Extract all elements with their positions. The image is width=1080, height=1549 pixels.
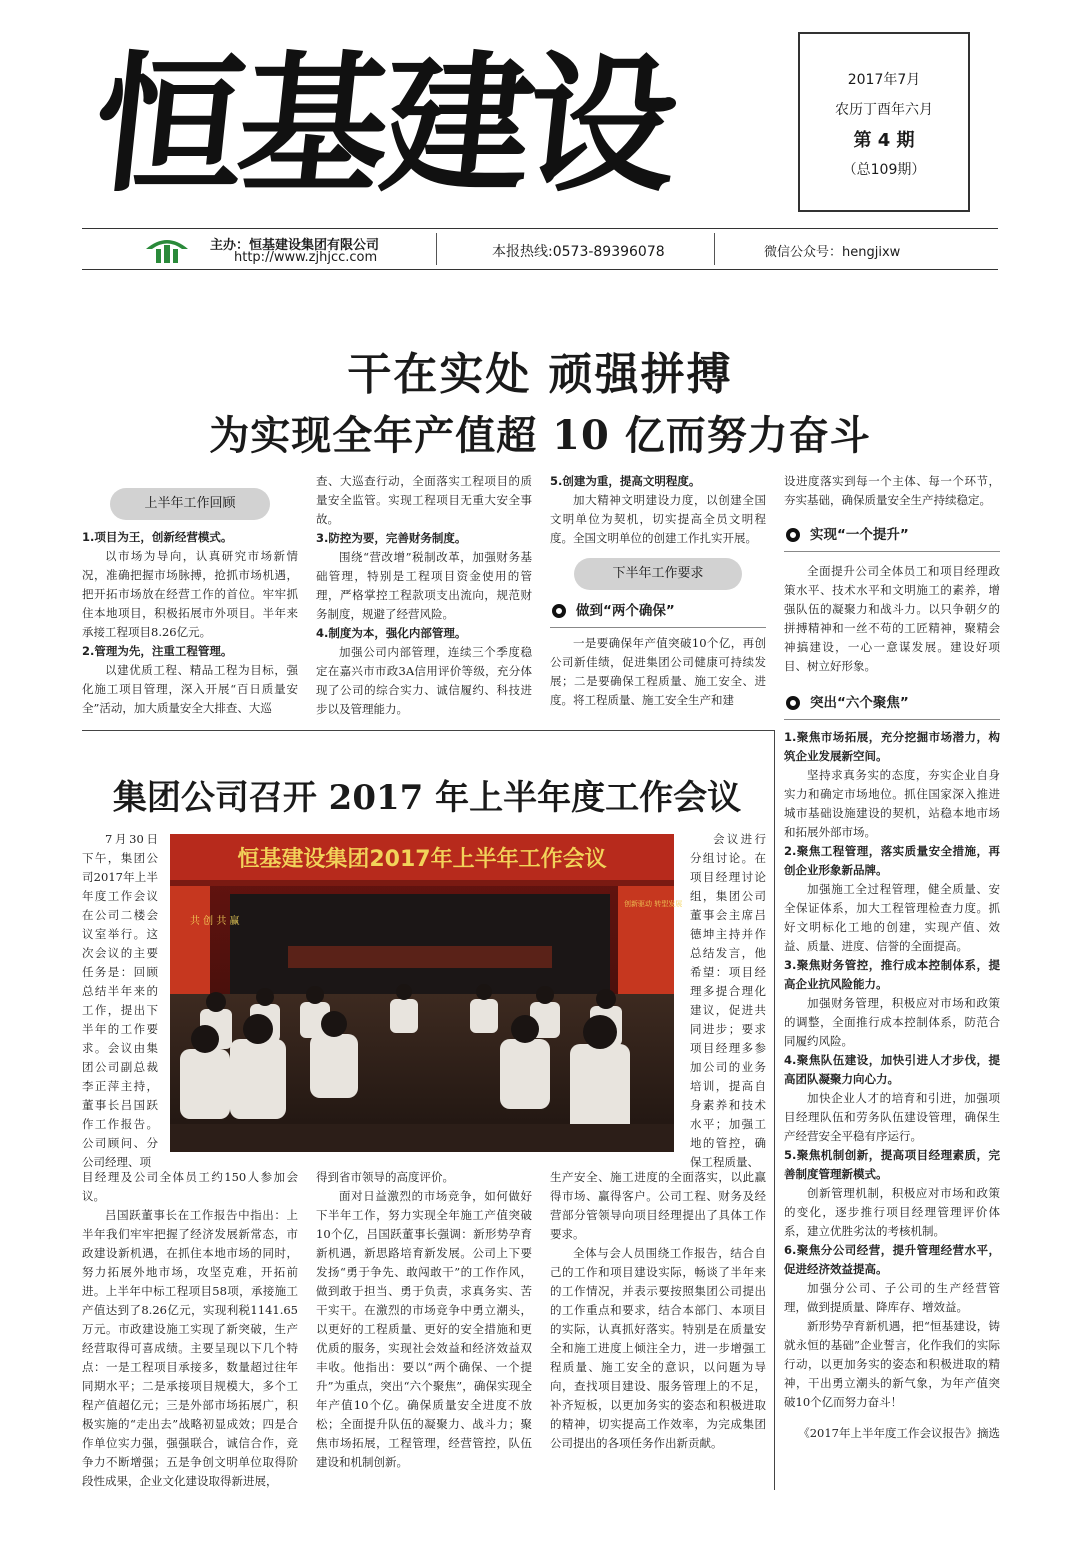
- subheading: 5.创建为重，提高文明程度。: [550, 474, 701, 488]
- masthead-text: 恒基建设: [85, 37, 681, 213]
- section-pill-review: 上半年工作回顾: [110, 488, 270, 520]
- issue-lunar: 农历丁酉年六月: [835, 102, 933, 118]
- wechat-account: 微信公众号：hengjixw: [764, 245, 901, 260]
- photo-left-slogan: 共 创 共 赢: [190, 916, 240, 927]
- subheading: 3.聚焦财务管控，推行成本控制体系，提高企业抗风险能力。: [784, 958, 1000, 991]
- paragraph: 以市场为导向，认真研究市场新情况，准确把握市场脉搏，抢抓市场机遇，把开拓市场放在经营工作的首位。牢牢抓住本地项目，积极拓展市外项目。半年来承接工程项目8.26亿元。: [82, 549, 298, 639]
- paragraph: 围绕“营改增”税制改革，加强财务基础管理，特别是工程项目资金使用的管理，严格掌控工程款项支出流向，规范财务制度，规避了经营风险。: [316, 550, 532, 621]
- paragraph: 生产安全、施工进度的全面落实，以此赢得市场、赢得客户。公司工程、财务及经营部分管领导向项目经理提出了具体工作要求。: [550, 1170, 766, 1241]
- meeting-left-wide: [82, 1168, 298, 1491]
- paragraph: 全体与会人员围绕工作报告，结合自己的工作和项目建设实际，畅谈了半年来的工作情况，并表示要按照集团公司提出的工作重点和要求，结合本部门、本项目的实际，认真抓好落实。特别是在质量安全和施工进度上倾注全力，进一步增强工程质量、施工安全的意识，以问题为导向，查找项目建设、服务管理上的不足，补齐短板，以更加务实的姿态和积极进取的精神，切实提高工作效率，为完成集团公司提出的各项任务作出新贡献。: [550, 1246, 766, 1450]
- paragraph: 设进度落实到每一个主体、每一个环节，夯实基础，确保质量安全生产持续稳定。: [784, 474, 1000, 507]
- host-label: 主办：恒基建设集团有限公司: [210, 238, 380, 253]
- section-divider: [82, 730, 774, 731]
- subheading: 2.聚焦工程管理，落实质量安全措施，再创企业形象新品牌。: [784, 844, 1000, 877]
- hotline: 本报热线:0573-89396078: [492, 244, 665, 260]
- paragraph: 创新管理机制，积极应对市场和政策的变化，逐步推行项目经理管理评价体系，建立优胜劣汰的考核机制。: [784, 1186, 1000, 1238]
- paragraph: 吕国跃董事长在工作报告中指出：上半年我们牢牢把握了经济发展新常态，市政建设新机遇，在抓住本地市场的同时，努力拓展外地市场，攻坚克难，开拓前进。上半年中标工程项目58项，承接施工产值达到了8.26亿元，实现利税1141.65万元。市政建设施工实现了新突破，生产经营取得可喜成绩。主要呈现以下几个特点：一是工程项目承接多，数量超过往年同期水平；二是承接项目规模大，多个工程产值超亿元；三是外部市场拓展广，积极实施的“走出去”战略初显成效；四是合作单位实力强，强强联合，诚信合作，竞争力不断增强；五是争创文明单位取得阶段性成果，企业文化建设取得新进展，: [82, 1208, 298, 1488]
- bullet-icon: [552, 604, 566, 618]
- paragraph: 目经理及公司全体员工约150人参加会议。: [82, 1170, 298, 1203]
- paragraph: 得到省市领导的高度评价。: [316, 1170, 454, 1184]
- subheading: 4.聚焦队伍建设，加快引进人才步伐，提高团队凝聚力向心力。: [784, 1053, 1000, 1086]
- heading-one-promotion: 实现“一个提升”: [784, 524, 1000, 546]
- column-divider: [774, 730, 775, 1490]
- main-subheadline: 为实现全年产值超 10 亿而努力奋斗: [209, 412, 871, 459]
- top-column-3: [550, 472, 766, 710]
- issue-total: （总109期）: [842, 162, 926, 178]
- bullet-icon: [786, 528, 800, 542]
- top-column-1: [82, 484, 298, 718]
- issue-info-box: [798, 32, 970, 212]
- source-note: 《2017年上半年度工作会议报告》摘选: [798, 1426, 1000, 1440]
- subheading: 1.项目为王，创新经营模式。: [82, 530, 233, 544]
- paragraph: 以建优质工程、精品工程为目标，强化施工项目管理，深入开展“百日质量安全”活动，加大质量安全大排查、大巡: [82, 663, 298, 715]
- meeting-headline: 集团公司召开 2017 年上半年度工作会议: [112, 778, 742, 818]
- paragraph: 加大精神文明建设力度，以创建全国文明单位为契机，切实提高全员文明程度。全国文明单位的创建工作扎实开展。: [550, 493, 766, 545]
- subheading: 3.防控为要，完善财务制度。: [316, 531, 467, 545]
- paragraph: 加强财务管理，积极应对市场和政策的调整，全面推行成本控制体系，防范合同履约风险。: [784, 996, 1000, 1048]
- paragraph: 加强分公司、子公司的生产经营管理，做到提质量、降库存、增效益。: [784, 1281, 1000, 1314]
- meeting-left-narrow: 7月30日下午，集团公司2017年上半年度工作会议在公司二楼会议室举行。这次会议的主要任务是：回顾总结半年来的工作，提出下半年的工作要求。会议由集团公司副总裁李正萍主持，董事长吕国跃作工作报告。公司顾问、分公司经理、项: [82, 832, 158, 1169]
- meeting-right-wide: [550, 1168, 766, 1453]
- bullet-icon: [786, 696, 800, 710]
- meeting-photo-image: [170, 834, 683, 1152]
- photo-right-slogan: 创新驱动 转型发展: [624, 900, 683, 908]
- divider: [714, 233, 715, 265]
- main-headline: 干在实处 顽强拼搏: [347, 349, 733, 400]
- subheading: 1.聚焦市场拓展，充分挖掘市场潜力，构筑企业发展新空间。: [784, 730, 1000, 763]
- subheading: 5.聚焦机制创新，提高项目经理素质，完善制度管理新模式。: [784, 1148, 1000, 1181]
- paragraph: 全面提升公司全体员工和项目经理政策水平、技术水平和文明施工的素养，增强队伍的凝聚力和战斗力。以只争朝夕的拼搏精神和一丝不苟的工匠精神，聚精会神搞建设，一心一意谋发展。建设好项目、树立好形象。: [784, 564, 1000, 673]
- top-column-4: [784, 472, 1000, 1443]
- paragraph: 加强施工全过程管理，健全质量、安全保证体系，加大工程管理检查力度。抓好文明标化工地的创建，实现产值、效益、质量、进度、信誉的全面提高。: [784, 882, 1000, 953]
- subheading: 6.聚焦分公司经营，提升管理经营水平，促进经济效益提高。: [784, 1243, 1000, 1276]
- section-pill-plan: 下半年工作要求: [574, 558, 742, 590]
- paragraph: 面对日益激烈的市场竞争，如何做好下半年工作，努力实现全年施工产值突破10个亿，吕国跃董事长强调：新形势孕育新机遇，新思路培育新发展。公司上下要发扬“勇于争先、敢闯敢干”的工作作风，做到敢于担当、勇于负责，求真务实、苦干实干。在激烈的市场竞争中勇立潮头，以更好的工程质量、更好的安全措施和更优质的服务，实现社会效益和经济效益双丰收。他指出：要以“两个确保、一个提升”为重点，突出“六个聚焦”，确保实现全年产值10个亿。确保质量安全进度不放松；全面提升队伍的凝聚力、战斗力；聚焦市场拓展，工程管理，经营管控，队伍建设和机制创新。: [316, 1189, 532, 1469]
- heading-two-ensures: 做到“两个确保”: [550, 600, 766, 622]
- paragraph: 一是要确保年产值突破10个亿，再创公司新佳绩，促进集团公司健康可持续发展；二是要确保工程质量、施工安全、进度。将工程质量、施工安全生产和建: [550, 636, 766, 707]
- heading-six-focuses: 突出“六个聚焦”: [784, 692, 1000, 714]
- paragraph: 坚持求真务实的态度，夯实企业自身实力和确定市场地位。抓住国家深入推进城市基础设施建设的契机，站稳本地市场和拓展外部市场。: [784, 768, 1000, 839]
- subheading: 2.管理为先，注重工程管理。: [82, 644, 233, 658]
- col3b-body: [550, 634, 766, 710]
- issue-number: 第 4 期: [853, 130, 915, 151]
- meeting-right-narrow: 会议进行分组讨论。在项目经理讨论组，集团公司董事会主席吕德坤主持并作总结发言，他希望：项目经理多提合理化建议，促进共同进步；要求项目经理多参加公司的业务培训，提高自身素养和技术水平；加强工地的管控，确保工程质量、: [690, 832, 766, 1169]
- subheading: 4.制度为本，强化内部管理。: [316, 626, 467, 640]
- col4a-body: [784, 472, 1000, 510]
- meeting-photo: [170, 834, 683, 1152]
- issue-date: 2017年7月: [847, 72, 921, 88]
- company-logo-icon: [144, 233, 190, 265]
- col3a-body: [550, 472, 766, 548]
- col1-body: [82, 528, 298, 718]
- info-bar: [82, 228, 998, 270]
- photo-banner-text: 恒基建设集团2017年上半年工作会议: [237, 847, 607, 872]
- website-url[interactable]: http://www.zjhjcc.com: [234, 250, 378, 265]
- col4b-body: [784, 562, 1000, 676]
- paragraph: 加强公司内部管理，连续三个季度稳定在嘉兴市市政3A信用评价等级，充分体现了公司的综合实力、诚信履约、科技进步以及管理能力。: [316, 645, 532, 716]
- paragraph: 加快企业人才的培育和引进，加强项目经理队伍和劳务队伍建设管理，确保生产经营安全平稳有序运行。: [784, 1091, 1000, 1143]
- paragraph: 查、大巡查行动，全面落实工程项目的质量安全监管。实现工程项目无重大安全事故。: [316, 474, 532, 526]
- masthead-title: [85, 30, 755, 220]
- top-column-2: [316, 472, 532, 719]
- paragraph: 新形势孕育新机遇，把“恒基建设，铸就永恒的基础”企业誓言，化作我们的实际行动，以更加务实的姿态和积极进取的精神，干出勇立潮头的新气象，为年产值突破10个亿而努力奋斗！: [784, 1319, 1000, 1409]
- col4c-body: [784, 728, 1000, 1412]
- divider: [436, 233, 437, 265]
- meeting-middle: [316, 1168, 532, 1472]
